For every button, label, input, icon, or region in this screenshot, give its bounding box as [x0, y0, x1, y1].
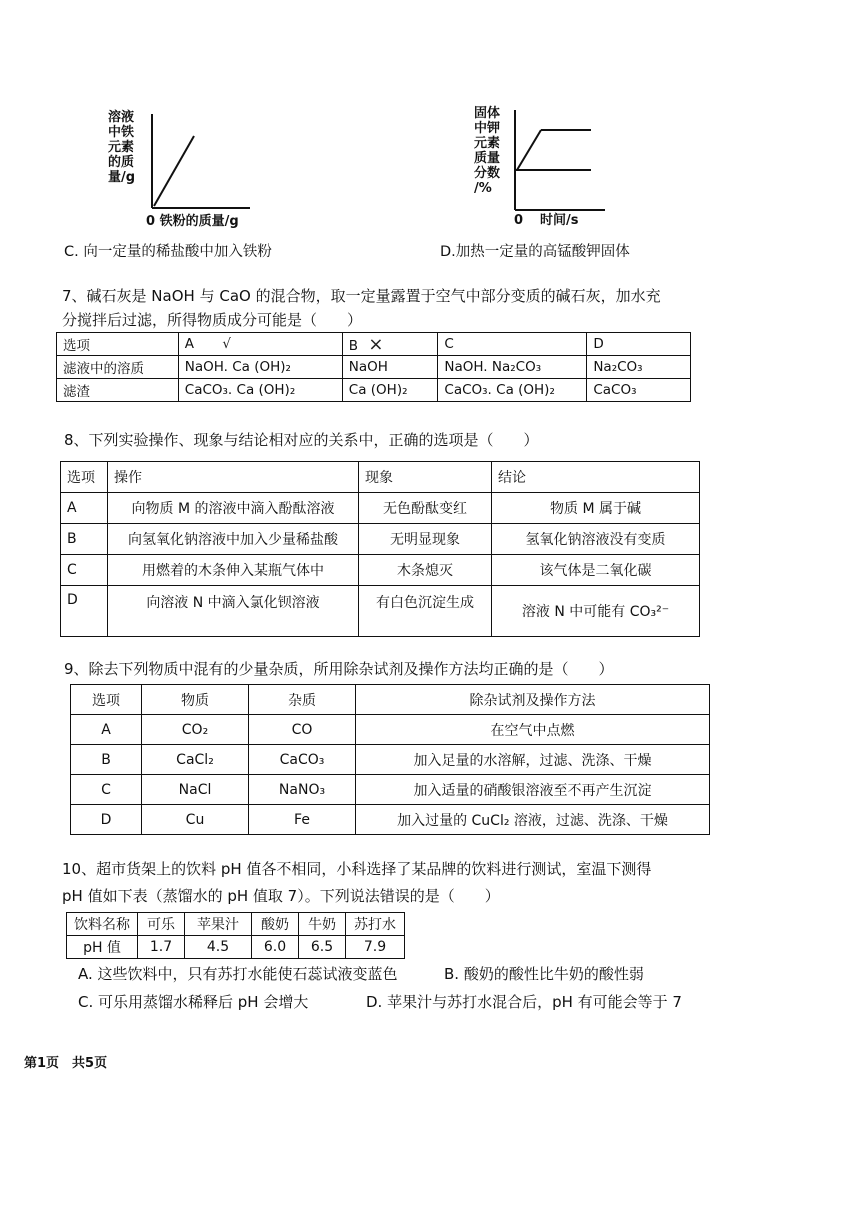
table-row: [67, 913, 405, 936]
q9-cell: CO₂: [142, 715, 249, 745]
q9-cell: D: [71, 805, 142, 835]
table-row: [57, 356, 691, 379]
q8-cell: 向物质 M 的溶液中滴入酚酞溶液: [108, 493, 359, 524]
q9-cell: B: [71, 745, 142, 775]
q7-header-cell: B ×: [342, 333, 438, 356]
q10-option-d: D. 苹果汁与苏打水混合后，pH 有可能会等于 7: [366, 993, 682, 1011]
q9-title: 9、除去下列物质中混有的少量杂质，所用除杂试剂及操作方法均正确的是（ ）: [64, 660, 614, 678]
graph-c-ylabel: 溶液 中铁 元素 的质 量/g: [108, 110, 136, 185]
table-row: [71, 805, 710, 835]
graph-c-line: [154, 136, 194, 206]
q8-cell: 向氢氧化钠溶液中加入少量稀盐酸: [108, 524, 359, 555]
table-row: [71, 685, 710, 715]
graph-d-ylabel: 固体 中钾 元素 质量 分数 /%: [474, 106, 501, 196]
q10-header-cell: 酸奶: [252, 913, 299, 936]
q8-cell: 该气体是二氧化碳: [492, 555, 700, 586]
q10-cell: pH 值: [67, 936, 138, 959]
cross-mark-icon: ×: [368, 333, 384, 355]
q10-header-cell: 牛奶: [299, 913, 346, 936]
graph-d-rise: [517, 130, 541, 170]
q8-cell: 有白色沉淀生成: [359, 586, 492, 637]
q10-cell: 6.0: [252, 936, 299, 959]
table-row: [71, 745, 710, 775]
q8-cell: 用燃着的木条伸入某瓶气体中: [108, 555, 359, 586]
q10-cell: 6.5: [299, 936, 346, 959]
q9-cell: 加入适量的硝酸银溶液至不再产生沉淀: [356, 775, 710, 805]
q7-cell: CaCO₃: [587, 379, 691, 402]
table-row: [67, 936, 405, 959]
table-row: [71, 715, 710, 745]
q10-option-c: C. 可乐用蒸馏水稀释后 pH 会增大: [78, 993, 309, 1011]
table-row: [71, 775, 710, 805]
q10-cell: 1.7: [138, 936, 185, 959]
graph-d-xlabel: 时间/s: [540, 213, 579, 228]
graph-d-caption: D.加热一定量的高锰酸钾固体: [440, 244, 630, 260]
page-footer: 第1页 共5页: [24, 1056, 108, 1071]
q10-cell: 4.5: [185, 936, 252, 959]
q7-cell: NaOH. Ca (OH)₂: [178, 356, 342, 379]
q8-header-cell: 现象: [359, 462, 492, 493]
q8-table: [60, 461, 700, 637]
q7-text: 7、碱石灰是 NaOH 与 CaO 的混合物，取一定量露置于空气中部分变质的碱石灰，加水充 分搅拌后过滤，所得物质成分可能是（ ）: [62, 287, 661, 329]
table-row: [57, 333, 691, 356]
q9-cell: 加入过量的 CuCl₂ 溶液，过滤、洗涤、干燥: [356, 805, 710, 835]
q8-cell: D: [61, 586, 108, 637]
graph-c-caption: C. 向一定量的稀盐酸中加入铁粉: [64, 244, 272, 260]
q9-cell: C: [71, 775, 142, 805]
q8-cell: 物质 M 属于碱: [492, 493, 700, 524]
q9-cell: CO: [249, 715, 356, 745]
q9-header-cell: 物质: [142, 685, 249, 715]
q10-option-b: B. 酸奶的酸性比牛奶的酸性弱: [444, 965, 644, 983]
q8-header-cell: 选项: [61, 462, 108, 493]
q7-header-cell: C: [438, 333, 587, 356]
q7-cell: CaCO₃. Ca (OH)₂: [438, 379, 587, 402]
q9-cell: 在空气中点燃: [356, 715, 710, 745]
q10-table: [66, 912, 405, 959]
q7-cell: NaOH: [342, 356, 438, 379]
q9-cell: 加入足量的水溶解，过滤、洗涤、干燥: [356, 745, 710, 775]
q10-header-cell: 可乐: [138, 913, 185, 936]
q7-cell: NaOH. Na₂CO₃: [438, 356, 587, 379]
q9-header-cell: 除杂试剂及操作方法: [356, 685, 710, 715]
q8-cell: C: [61, 555, 108, 586]
graph-c-plot: [140, 110, 260, 220]
q7-header-cell: A √: [178, 333, 342, 356]
q9-cell: CaCO₃: [249, 745, 356, 775]
q7-header-cell: 选项: [57, 333, 179, 356]
q8-cell: B: [61, 524, 108, 555]
q8-cell: 无明显现象: [359, 524, 492, 555]
q7-cell: 滤渣: [57, 379, 179, 402]
q7-cell: Ca (OH)₂: [342, 379, 438, 402]
q9-cell: Fe: [249, 805, 356, 835]
q7-header-cell: D: [587, 333, 691, 356]
q8-header-cell: 操作: [108, 462, 359, 493]
table-row: [61, 586, 700, 637]
q9-cell: NaNO₃: [249, 775, 356, 805]
table-row: [57, 379, 691, 402]
q10-header-cell: 苏打水: [346, 913, 405, 936]
q9-header-cell: 选项: [71, 685, 142, 715]
q10-cell: 7.9: [346, 936, 405, 959]
graph-d-plot: [505, 108, 615, 216]
q7-cell: CaCO₃. Ca (OH)₂: [178, 379, 342, 402]
table-row: [61, 555, 700, 586]
q9-cell: A: [71, 715, 142, 745]
q8-cell: 溶液 N 中可能有 CO₃²⁻: [492, 586, 700, 637]
q8-header-cell: 结论: [492, 462, 700, 493]
q7-table: [56, 332, 691, 402]
q8-cell: 向溶液 N 中滴入氯化钡溶液: [108, 586, 359, 637]
q9-cell: NaCl: [142, 775, 249, 805]
table-row: [61, 462, 700, 493]
q10-text: 10、超市货架上的饮料 pH 值各不相同，小科选择了某品牌的饮料进行测试，室温下测得 pH 值如下表（蒸馏水的 pH 值取 7）。下列说法错误的是（ ）: [62, 860, 652, 905]
q7-cell: Na₂CO₃: [587, 356, 691, 379]
q8-cell: 木条熄灭: [359, 555, 492, 586]
q8-title: 8、下列实验操作、现象与结论相对应的关系中，正确的选项是（ ）: [64, 431, 539, 449]
graph-c-xlabel: 0 铁粉的质量/g: [146, 214, 239, 229]
table-row: [61, 493, 700, 524]
graph-d-origin: 0: [514, 213, 524, 228]
q10-header-cell: 饮料名称: [67, 913, 138, 936]
q10-option-a: A. 这些饮料中，只有苏打水能使石蕊试液变蓝色: [78, 965, 398, 983]
q9-cell: Cu: [142, 805, 249, 835]
q9-cell: CaCl₂: [142, 745, 249, 775]
q7-cell: 滤液中的溶质: [57, 356, 179, 379]
q8-cell: A: [61, 493, 108, 524]
q9-header-cell: 杂质: [249, 685, 356, 715]
q8-cell: 氢氧化钠溶液没有变质: [492, 524, 700, 555]
q8-cell: 无色酚酞变红: [359, 493, 492, 524]
q10-header-cell: 苹果汁: [185, 913, 252, 936]
table-row: [61, 524, 700, 555]
q9-table: [70, 684, 710, 835]
checkmark-icon: √: [222, 336, 231, 352]
